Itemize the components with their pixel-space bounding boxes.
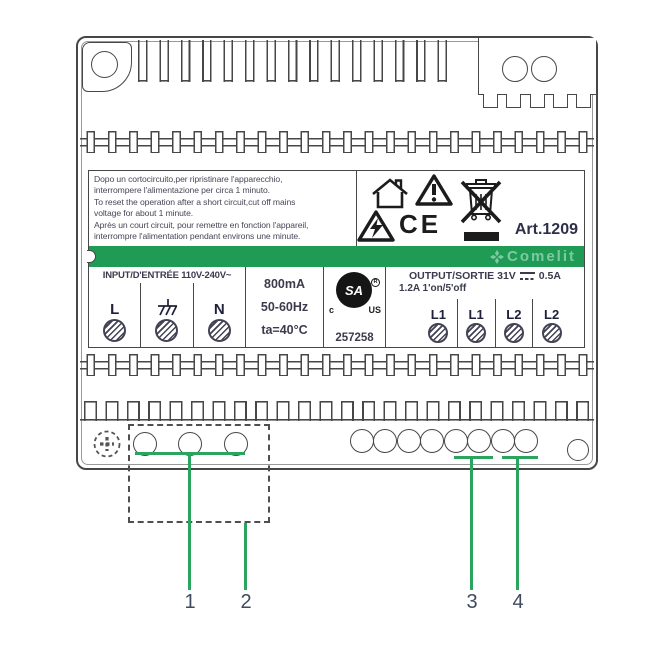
brand-logo-text: Comelit [506,248,576,265]
article-number: Art.1209 [514,221,578,238]
vent-strip-upper [80,131,594,153]
rating-current: 800mA [264,277,305,292]
callout-number-2: 2 [240,591,252,613]
wiring-hole [397,429,421,453]
warning-line: interrompre l'alimentation pendant environs une minute. [94,231,301,242]
callout-1-leader [188,452,191,590]
castellation-tooth [553,94,568,108]
comelit-star-icon [490,250,504,264]
wiring-hole [420,429,444,453]
corner-screw-hole [567,439,589,461]
weee-bar [464,232,499,241]
output-terminal-L2 [532,299,570,347]
callout-4-leader [516,456,519,590]
csa-c-label: c [329,305,335,315]
input-header: INPUT/D'ENTRÉE 110V-240V~ [102,270,232,281]
wiring-hole [514,429,538,453]
warning-line: To reset the operation after a short circuit,cut off mains [94,196,296,207]
output-terminal-L1 [457,299,495,347]
csa-file-number: 257258 [335,332,374,344]
wiring-hole [373,429,397,453]
callout-3-leader [470,456,473,590]
output-duty-cycle: 1.2A 1'on/5'off [399,283,467,294]
top-right-castellation [478,94,596,108]
castellation-tooth [530,94,545,108]
brand-band [89,246,584,267]
input-terminal-N [194,283,245,347]
callout-number-4: 4 [512,591,524,613]
output-terminal-L1 [420,299,457,347]
top-right-terminal-block [478,38,596,95]
rating-label [88,170,585,348]
castellation-tooth [483,94,498,108]
screw-terminal-icon [504,323,524,343]
screw-terminal-icon [155,319,178,342]
label-notch [87,250,96,263]
csa-logo-icon: SA [336,272,372,308]
mount-screw-hole [91,51,118,78]
indoor-use-icon [369,177,411,209]
wiring-hole [467,429,491,453]
wiring-hole [350,429,374,453]
wiring-hole [444,429,468,453]
vent-strip-lower [80,354,594,376]
ratings-section [246,267,324,347]
symbols-box [357,171,584,246]
callout-2-leader [244,523,247,590]
electric-hazard-triangle-icon [357,209,395,243]
warning-line: voltage for about 1 minute. [94,208,194,219]
power-supply-device [76,36,598,470]
output-section [386,267,584,347]
earth-symbol-icon [153,298,181,318]
screw-terminal-icon [428,323,448,343]
dc-voltage-icon [520,272,535,280]
dashed-screw-icon [92,429,122,459]
mains-area-dashed-box [128,424,270,523]
input-terminal-L [89,283,141,347]
registered-mark-icon: R [371,278,380,287]
castellation-tooth [506,94,521,108]
callout-number-1: 1 [184,591,196,613]
csa-certification [324,267,386,347]
warning-line: Dopo un cortocircuito,per ripristinare l'apparecchio, [94,174,283,184]
din-mount-corner [82,42,132,92]
bottom-castellation [80,401,594,421]
csa-us-label: US [368,305,381,315]
terminal-label: L2 [544,307,560,322]
top-vent-slots [132,40,454,82]
rating-frequency: 50-60Hz [260,299,309,314]
terminal-label: L [110,301,120,318]
terminal-label: L1 [430,307,446,322]
warning-text-box [89,171,357,246]
output-header: OUTPUT/SORTIE 31V [409,270,516,282]
callout-4-underline [502,456,538,459]
wiring-hole [491,429,515,453]
block-hole [502,56,528,82]
rating-temperature: ta=40°C [261,322,308,337]
output-current: 0.5A [538,270,561,282]
warning-line: Après un court circuit, pour remettre en fonction l'appareil, [94,219,309,230]
output-wiring-holes [350,429,537,453]
screw-terminal-icon [466,323,486,343]
terminal-label: N [213,301,225,318]
block-hole [531,56,557,82]
callout-3-underline [454,456,493,459]
output-terminal-L2 [495,299,533,347]
callout-number-3: 3 [466,591,478,613]
ce-mark: CE [399,209,442,239]
terminal-label: L2 [506,307,522,322]
screw-terminal-icon [103,319,126,342]
castellation-tooth [576,94,591,108]
warning-line: interrompere l'alimentazione per circa 1 minuto. [94,185,270,196]
input-terminal-earth [141,283,193,347]
screw-terminal-icon [542,323,562,343]
warning-triangle-icon [415,173,453,207]
input-section [89,267,246,347]
terminal-label: L1 [468,307,484,322]
weee-bin-icon [459,174,505,230]
screw-terminal-icon [208,319,231,342]
